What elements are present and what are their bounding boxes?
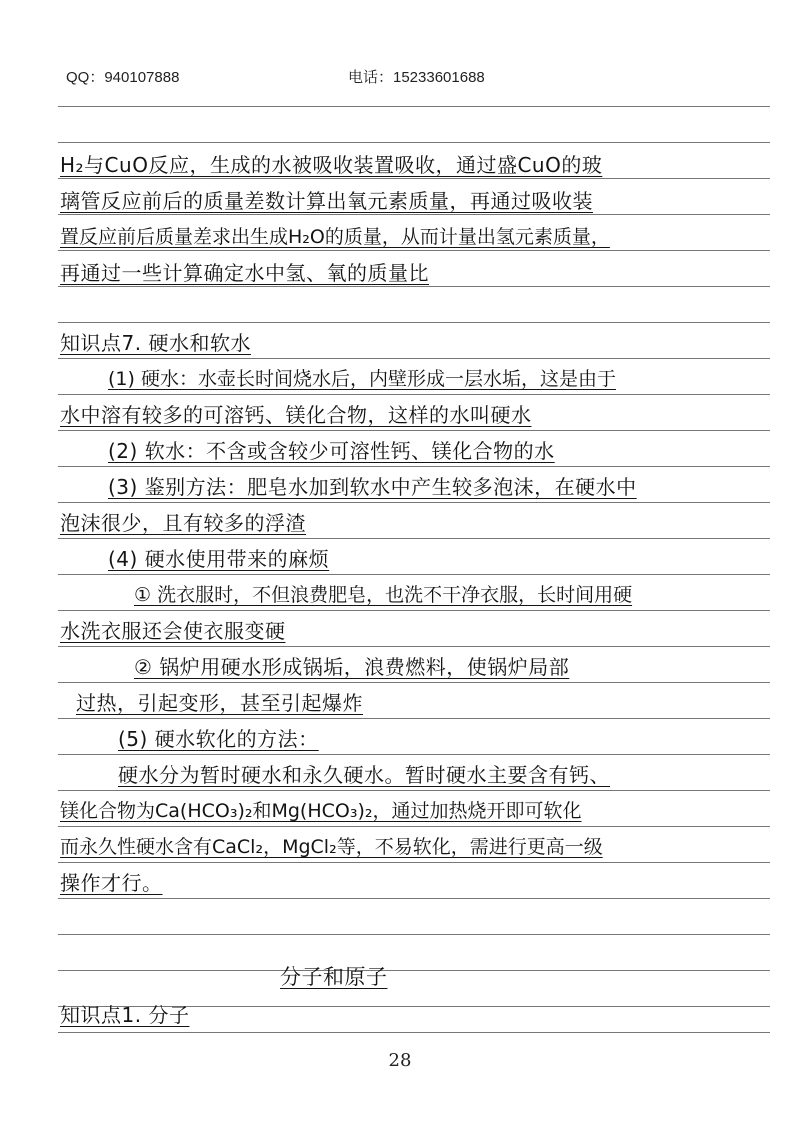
text-line: 过热，引起变形，甚至引起爆炸 <box>76 691 363 715</box>
ruled-line <box>58 466 770 467</box>
ruled-line <box>58 646 770 647</box>
text-line: 硬水分为暂时硬水和永久硬水。暂时硬水主要含有钙、 <box>118 763 610 787</box>
ruled-line <box>58 358 770 359</box>
ruled-line <box>58 142 770 143</box>
text-line: 操作才行。 <box>60 871 163 895</box>
ruled-line <box>58 502 770 503</box>
ruled-line <box>58 610 770 611</box>
text-line: 泡沫很少，且有较多的浮渣 <box>60 511 306 535</box>
section-heading: 知识点1. 分子 <box>60 1003 190 1027</box>
section-heading: 知识点7. 硬水和软水 <box>60 331 251 355</box>
page-header <box>0 66 800 90</box>
text-line: (1) 硬水：水壶长时间烧水后，内壁形成一层水垢，这是由于 <box>108 368 616 390</box>
text-line: 镁化合物为Ca(HCO₃)₂和Mg(HCO₃)₂，通过加热烧开即可软化 <box>60 800 582 822</box>
ruled-line <box>58 106 770 107</box>
text-line: ① 洗衣服时，不但浪费肥皂，也洗不干净衣服，长时间用硬 <box>134 584 633 606</box>
ruled-line <box>58 394 770 395</box>
ruled-line <box>58 790 770 791</box>
ruled-line <box>58 898 770 899</box>
qq-contact: QQ：940107888 <box>66 69 180 86</box>
ruled-line <box>58 430 770 431</box>
ruled-line <box>58 682 770 683</box>
text-line: 而永久性硬水含有CaCl₂，MgCl₂等，不易软化，需进行更高一级 <box>60 836 603 858</box>
ruled-line <box>58 322 770 323</box>
ruled-line <box>58 934 770 935</box>
phone-contact: 电话：15233601688 <box>348 69 485 86</box>
text-line: 水中溶有较多的可溶钙、镁化合物，这样的水叫硬水 <box>60 403 532 427</box>
text-line: 璃管反应前后的质量差数计算出氧元素质量，再通过吸收装 <box>60 189 593 213</box>
ruled-line <box>58 538 770 539</box>
ruled-line <box>58 1032 770 1033</box>
ruled-line <box>58 826 770 827</box>
text-line: (4) 硬水使用带来的麻烦 <box>108 547 330 571</box>
ruled-line <box>58 970 770 971</box>
ruled-line <box>58 862 770 863</box>
text-line: (2) 软水：不含或含较少可溶性钙、镁化合物的水 <box>108 439 555 463</box>
ruled-line <box>58 718 770 719</box>
text-line: (3) 鉴别方法：肥皂水加到软水中产生较多泡沫，在硬水中 <box>108 475 637 499</box>
text-line: 再通过一些计算确定水中氢、氧的质量比 <box>60 261 429 285</box>
ruled-line <box>58 754 770 755</box>
ruled-line <box>58 574 770 575</box>
page-number: 28 <box>388 1050 412 1071</box>
text-line: (5) 硬水软化的方法： <box>118 727 319 751</box>
text-line: ② 锅炉用硬水形成锅垢，浪费燃料，使锅炉局部 <box>134 655 570 679</box>
text-line: 置反应前后质量差求出生成H₂O的质量，从而计量出氢元素质量， <box>60 226 610 248</box>
text-line: H₂与CuO反应，生成的水被吸收装置吸收，通过盛CuO的玻 <box>60 153 603 177</box>
chapter-title: 分子和原子 <box>280 965 388 989</box>
text-line: 水洗衣服还会使衣服变硬 <box>60 619 286 643</box>
